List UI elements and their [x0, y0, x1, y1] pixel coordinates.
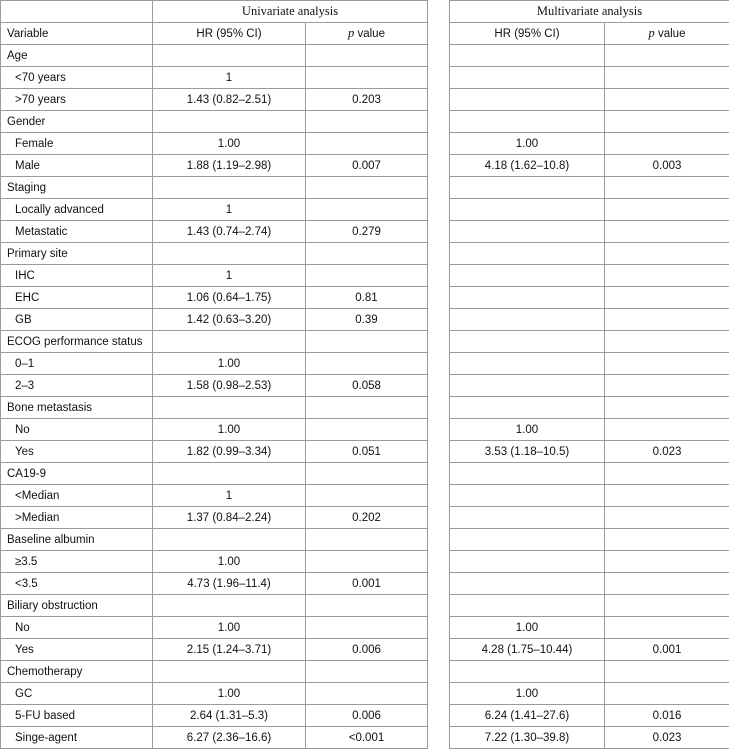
column-gap: [428, 397, 450, 419]
table-row: [1, 265, 729, 287]
multivariate-hr-cell: 4.28 (1.75–10.44): [450, 639, 605, 661]
column-gap: [428, 551, 450, 573]
multivariate-hr-cell: [450, 287, 605, 309]
variable-cell: Male: [1, 155, 153, 177]
p-rest: value: [654, 28, 686, 40]
variable-cell: Chemotherapy: [1, 661, 153, 683]
univariate-p-cell: [306, 177, 428, 199]
variable-cell: Primary site: [1, 243, 153, 265]
group-row: [1, 45, 729, 67]
univariate-hr-cell: [153, 661, 306, 683]
multivariate-hr-cell: 6.24 (1.41–27.6): [450, 705, 605, 727]
column-gap: [428, 639, 450, 661]
univariate-p-cell: 0.058: [306, 375, 428, 397]
multivariate-p-cell: [605, 309, 729, 331]
univariate-hr-cell: 1.00: [153, 617, 306, 639]
variable-cell: EHC: [1, 287, 153, 309]
univariate-hr-cell: [153, 243, 306, 265]
column-gap: [428, 89, 450, 111]
multivariate-hr-header: HR (95% CI): [450, 23, 605, 45]
univariate-hr-cell: 1.00: [153, 683, 306, 705]
variable-cell: Bone metastasis: [1, 397, 153, 419]
variable-cell: Yes: [1, 441, 153, 463]
univariate-hr-cell: 1.00: [153, 133, 306, 155]
multivariate-p-cell: [605, 419, 729, 441]
group-row: [1, 529, 729, 551]
multivariate-p-cell: [605, 265, 729, 287]
multivariate-hr-cell: [450, 375, 605, 397]
multivariate-p-cell: [605, 353, 729, 375]
univariate-hr-cell: [153, 177, 306, 199]
univariate-hr-cell: [153, 463, 306, 485]
univariate-p-cell: [306, 243, 428, 265]
univariate-hr-cell: 1.43 (0.82–2.51): [153, 89, 306, 111]
header-row-columns: [1, 23, 729, 45]
column-gap: [428, 265, 450, 287]
table-row: [1, 551, 729, 573]
univariate-hr-cell: 1.00: [153, 419, 306, 441]
univariate-hr-cell: [153, 397, 306, 419]
univariate-hr-cell: [153, 111, 306, 133]
multivariate-hr-cell: [450, 595, 605, 617]
column-gap: [428, 353, 450, 375]
group-row: [1, 111, 729, 133]
column-gap: [428, 441, 450, 463]
univariate-p-cell: [306, 397, 428, 419]
group-row: [1, 661, 729, 683]
multivariate-hr-cell: [450, 177, 605, 199]
univariate-p-cell: 0.051: [306, 441, 428, 463]
multivariate-p-cell: [605, 89, 729, 111]
univariate-p-cell: 0.006: [306, 639, 428, 661]
table-row: [1, 133, 729, 155]
column-gap: [428, 221, 450, 243]
column-gap: [428, 111, 450, 133]
multivariate-p-cell: [605, 507, 729, 529]
table-row: [1, 617, 729, 639]
table-row: [1, 485, 729, 507]
table-row: [1, 155, 729, 177]
column-gap: [428, 331, 450, 353]
multivariate-p-cell: [605, 177, 729, 199]
table-row: [1, 727, 729, 749]
column-gap: [428, 375, 450, 397]
univariate-hr-header: HR (95% CI): [153, 23, 306, 45]
multivariate-hr-cell: [450, 243, 605, 265]
column-gap: [428, 661, 450, 683]
column-gap: [428, 45, 450, 67]
univariate-p-cell: <0.001: [306, 727, 428, 749]
multivariate-p-cell: [605, 573, 729, 595]
column-gap: [428, 199, 450, 221]
multivariate-p-cell: [605, 595, 729, 617]
univariate-hr-cell: 1.58 (0.98–2.53): [153, 375, 306, 397]
multivariate-hr-cell: [450, 397, 605, 419]
univariate-p-cell: [306, 419, 428, 441]
univariate-p-cell: [306, 463, 428, 485]
multivariate-p-cell: [605, 199, 729, 221]
univariate-hr-cell: 1.00: [153, 551, 306, 573]
column-gap: [428, 705, 450, 727]
univariate-p-cell: 0.007: [306, 155, 428, 177]
multivariate-p-cell: 0.001: [605, 639, 729, 661]
column-gap: [428, 67, 450, 89]
variable-cell: Gender: [1, 111, 153, 133]
multivariate-p-cell: [605, 111, 729, 133]
table-row: [1, 639, 729, 661]
variable-cell: 5-FU based: [1, 705, 153, 727]
multivariate-p-cell: [605, 617, 729, 639]
column-gap: [428, 617, 450, 639]
table-row: [1, 705, 729, 727]
column-gap: [428, 573, 450, 595]
multivariate-hr-cell: [450, 89, 605, 111]
univariate-hr-cell: [153, 529, 306, 551]
group-row: [1, 595, 729, 617]
univariate-hr-cell: 1.42 (0.63–3.20): [153, 309, 306, 331]
univariate-p-cell: 0.81: [306, 287, 428, 309]
table-row: [1, 353, 729, 375]
multivariate-hr-cell: [450, 45, 605, 67]
multivariate-p-cell: [605, 67, 729, 89]
univariate-p-cell: [306, 67, 428, 89]
multivariate-p-cell: [605, 463, 729, 485]
univariate-p-cell: [306, 595, 428, 617]
p-italic: p: [348, 26, 355, 40]
multivariate-p-cell: 0.023: [605, 441, 729, 463]
multivariate-hr-cell: [450, 573, 605, 595]
multivariate-p-header: [605, 23, 729, 45]
group-row: [1, 397, 729, 419]
column-gap: [428, 23, 450, 45]
table-row: [1, 89, 729, 111]
multivariate-p-cell: [605, 661, 729, 683]
column-gap: [428, 419, 450, 441]
variable-cell: Yes: [1, 639, 153, 661]
univariate-hr-cell: 1: [153, 199, 306, 221]
univariate-p-cell: [306, 331, 428, 353]
multivariate-hr-cell: [450, 661, 605, 683]
header-empty-cell: [1, 1, 153, 23]
univariate-hr-cell: 6.27 (2.36–16.6): [153, 727, 306, 749]
variable-cell: GC: [1, 683, 153, 705]
variable-cell: 0–1: [1, 353, 153, 375]
column-gap: [428, 595, 450, 617]
multivariate-header: Multivariate analysis: [450, 1, 729, 23]
multivariate-hr-cell: [450, 67, 605, 89]
univariate-p-cell: 0.006: [306, 705, 428, 727]
column-gap: [428, 287, 450, 309]
table-row: [1, 287, 729, 309]
univariate-p-cell: [306, 111, 428, 133]
group-row: [1, 243, 729, 265]
multivariate-hr-cell: [450, 331, 605, 353]
multivariate-hr-cell: 1.00: [450, 617, 605, 639]
univariate-hr-cell: 1.06 (0.64–1.75): [153, 287, 306, 309]
variable-cell: Female: [1, 133, 153, 155]
column-gap: [428, 133, 450, 155]
column-gap: [428, 529, 450, 551]
variable-cell: <3.5: [1, 573, 153, 595]
column-gap: [428, 727, 450, 749]
variable-cell: Baseline albumin: [1, 529, 153, 551]
multivariate-p-cell: [605, 287, 729, 309]
variable-cell: Locally advanced: [1, 199, 153, 221]
univariate-hr-cell: 1.82 (0.99–3.34): [153, 441, 306, 463]
multivariate-p-cell: [605, 397, 729, 419]
group-row: [1, 177, 729, 199]
variable-cell: No: [1, 419, 153, 441]
table-row: [1, 199, 729, 221]
p-italic: p: [648, 26, 655, 40]
univariate-hr-cell: 2.15 (1.24–3.71): [153, 639, 306, 661]
multivariate-hr-cell: [450, 463, 605, 485]
variable-cell: CA19-9: [1, 463, 153, 485]
multivariate-hr-cell: 1.00: [450, 683, 605, 705]
univariate-p-cell: [306, 551, 428, 573]
column-gap: [428, 155, 450, 177]
univariate-p-cell: 0.203: [306, 89, 428, 111]
univariate-p-cell: [306, 199, 428, 221]
univariate-p-cell: [306, 683, 428, 705]
multivariate-p-cell: [605, 551, 729, 573]
multivariate-p-cell: [605, 331, 729, 353]
univariate-p-cell: [306, 133, 428, 155]
variable-cell: <70 years: [1, 67, 153, 89]
univariate-p-cell: [306, 617, 428, 639]
variable-cell: ≥3.5: [1, 551, 153, 573]
variable-cell: <Median: [1, 485, 153, 507]
univariate-hr-cell: 1: [153, 265, 306, 287]
univariate-p-header: [306, 23, 428, 45]
univariate-p-cell: [306, 529, 428, 551]
variable-cell: Age: [1, 45, 153, 67]
group-row: [1, 331, 729, 353]
multivariate-p-cell: [605, 45, 729, 67]
table-row: [1, 309, 729, 331]
multivariate-hr-cell: [450, 507, 605, 529]
univariate-p-cell: [306, 661, 428, 683]
multivariate-hr-cell: [450, 111, 605, 133]
group-row: [1, 463, 729, 485]
univariate-hr-cell: [153, 45, 306, 67]
univariate-p-cell: [306, 485, 428, 507]
univariate-p-cell: 0.279: [306, 221, 428, 243]
univariate-p-cell: [306, 45, 428, 67]
multivariate-hr-cell: [450, 529, 605, 551]
multivariate-p-cell: 0.023: [605, 727, 729, 749]
univariate-hr-cell: 2.64 (1.31–5.3): [153, 705, 306, 727]
multivariate-p-cell: 0.003: [605, 155, 729, 177]
multivariate-hr-cell: 4.18 (1.62–10.8): [450, 155, 605, 177]
univariate-hr-cell: 1.37 (0.84–2.24): [153, 507, 306, 529]
univariate-p-cell: [306, 353, 428, 375]
multivariate-hr-cell: [450, 199, 605, 221]
univariate-hr-cell: 1: [153, 485, 306, 507]
multivariate-hr-cell: [450, 221, 605, 243]
multivariate-p-cell: [605, 485, 729, 507]
variable-cell: IHC: [1, 265, 153, 287]
column-gap: [428, 1, 450, 23]
column-gap: [428, 177, 450, 199]
multivariate-p-cell: [605, 375, 729, 397]
table-row: [1, 683, 729, 705]
table-row: [1, 573, 729, 595]
p-rest: value: [354, 28, 385, 40]
table-row: [1, 507, 729, 529]
variable-cell: Singe-agent: [1, 727, 153, 749]
table-row: [1, 221, 729, 243]
header-row-groups: [1, 1, 729, 23]
column-gap: [428, 507, 450, 529]
variable-header: Variable: [1, 23, 153, 45]
univariate-p-cell: 0.39: [306, 309, 428, 331]
univariate-hr-cell: [153, 595, 306, 617]
multivariate-hr-cell: [450, 353, 605, 375]
variable-cell: Metastatic: [1, 221, 153, 243]
variable-cell: >Median: [1, 507, 153, 529]
multivariate-p-cell: [605, 221, 729, 243]
multivariate-hr-cell: 1.00: [450, 419, 605, 441]
univariate-hr-cell: 4.73 (1.96–11.4): [153, 573, 306, 595]
variable-cell: GB: [1, 309, 153, 331]
column-gap: [428, 309, 450, 331]
variable-cell: 2–3: [1, 375, 153, 397]
univariate-hr-cell: [153, 331, 306, 353]
multivariate-hr-cell: [450, 485, 605, 507]
table-row: [1, 419, 729, 441]
variable-cell: ECOG performance status: [1, 331, 153, 353]
univariate-header: Univariate analysis: [153, 1, 428, 23]
column-gap: [428, 485, 450, 507]
multivariate-hr-cell: [450, 265, 605, 287]
univariate-hr-cell: 1.43 (0.74–2.74): [153, 221, 306, 243]
table-row: [1, 67, 729, 89]
multivariate-p-cell: [605, 529, 729, 551]
multivariate-p-cell: [605, 133, 729, 155]
column-gap: [428, 463, 450, 485]
multivariate-hr-cell: 3.53 (1.18–10.5): [450, 441, 605, 463]
variable-cell: Biliary obstruction: [1, 595, 153, 617]
variable-cell: Staging: [1, 177, 153, 199]
column-gap: [428, 243, 450, 265]
univariate-p-cell: [306, 265, 428, 287]
univariate-p-cell: 0.202: [306, 507, 428, 529]
univariate-p-cell: 0.001: [306, 573, 428, 595]
multivariate-hr-cell: [450, 309, 605, 331]
column-gap: [428, 683, 450, 705]
univariate-hr-cell: 1: [153, 67, 306, 89]
table-row: [1, 375, 729, 397]
table-row: [1, 441, 729, 463]
univariate-hr-cell: 1.88 (1.19–2.98): [153, 155, 306, 177]
univariate-hr-cell: 1.00: [153, 353, 306, 375]
variable-cell: >70 years: [1, 89, 153, 111]
variable-cell: No: [1, 617, 153, 639]
multivariate-p-cell: [605, 243, 729, 265]
multivariate-p-cell: 0.016: [605, 705, 729, 727]
multivariate-p-cell: [605, 683, 729, 705]
multivariate-hr-cell: 7.22 (1.30–39.8): [450, 727, 605, 749]
multivariate-hr-cell: [450, 551, 605, 573]
multivariate-hr-cell: 1.00: [450, 133, 605, 155]
